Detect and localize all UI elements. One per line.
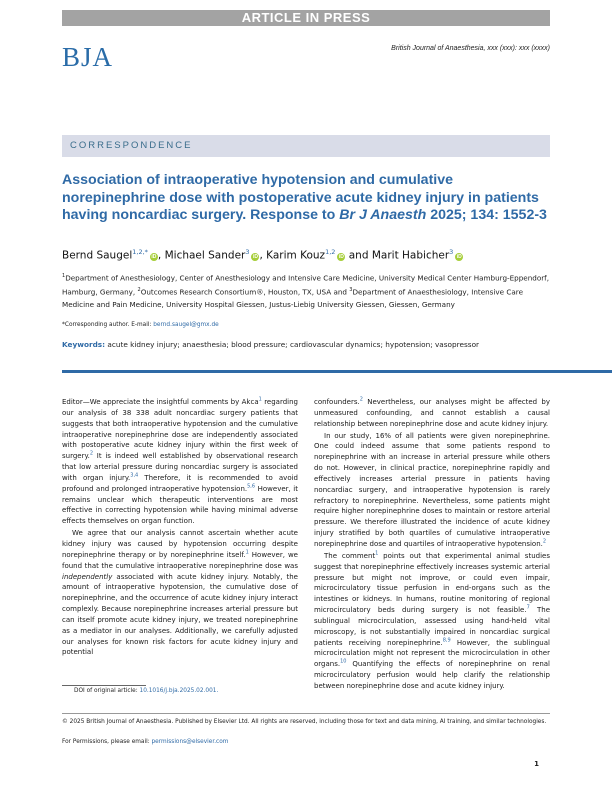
title-journal: Br J Anaesth	[339, 207, 427, 223]
text: regarding our analysis of 38 338 adult noncardiac surgery patients that suggests that both intraoperative hypotension and the cumulative intraoperative norepinephrine dose are independently associated with postoperative acute kidney injury within the first week of surgery.	[62, 398, 298, 461]
text: associated with acute kidney injury. Notably, the amount of intraoperative hypotension, the cumulative dose of norepinephrine, and the occurrence of acute kidney injury interact complexly. Because norepinephrine increases arterial pressure but can itself promote acute kidney injury, we treated norepinephrine as a mediator in our analyses. Additionally, we carefully adjusted our analyses for known risk factors for acute kidney injury and potential	[62, 572, 298, 657]
doi-footnote	[74, 688, 218, 694]
author-affiliation-ref[interactable]: 1,2,*	[132, 248, 148, 256]
affiliation-number: 3	[349, 287, 353, 294]
affiliation-number: 2	[137, 287, 141, 294]
affiliation-text: Outcomes Research Consortium®, Houston, TX, USA and	[140, 287, 350, 297]
keywords-text: acute kidney injury; anaesthesia; blood pressure; cardiovascular dynamics; hypotension; vasopressor	[105, 340, 480, 349]
title-main: Association of intraoperative hypotension and cumulative norepinephrine dose with postoperative acute kidney injury in patients having noncardiac surgery. Response to	[62, 172, 539, 223]
reference-link[interactable]: 1	[375, 550, 379, 557]
section-label: CORRESPONDENCE	[70, 140, 193, 151]
reference-link[interactable]: 3,4	[130, 472, 139, 479]
text: It is indeed well established by observational research that low arterial pressure during noncardiac surgery is associated with organ injury.	[62, 452, 298, 482]
doi-label: DOI of original article:	[74, 688, 140, 694]
author-separator: and	[345, 249, 372, 262]
keywords-label: Keywords:	[62, 340, 106, 349]
permissions-label: For Permissions, please email:	[62, 739, 152, 745]
text: In our study, 16% of all patients were given norepinephrine. One could indeed assume that some patients respond to norepinephrine with an increase in arterial pressure while others do not. However, in clinical practice, norepinephrine rapidly and effectively increases arterial pressure in patients having noncardiac surgery, and intraoperative hypotension is rarely refractory to norepinephrine. Nevertheless, some patients might require higher norepinephrine doses to maintain or restore arterial pressure. We therefore illustrated the incidence of acute kidney injury stratified by both quartiles of cumulative intraoperative norepinephrine dose and quartiles of intraoperative hypotension.	[314, 431, 550, 548]
text: Therefore, it is recommended to avoid profound and prolonged intraoperative hypotension.	[62, 473, 298, 493]
journal-reference: British Journal of Anaesthesia, xxx (xxx): xxx (xxxx)	[391, 45, 550, 52]
reference-link[interactable]: 1	[245, 549, 249, 556]
text: The comment	[324, 551, 376, 560]
body-column-right	[314, 397, 550, 693]
article-in-press-banner: ARTICLE IN PRESS	[62, 10, 550, 26]
orcid-icon[interactable]: iD	[338, 253, 344, 260]
text: However, the sublingual microcirculation might not represent the microcirculation in other organs.	[314, 638, 550, 669]
author-name[interactable]: Bernd Saugel	[62, 249, 133, 262]
reference-link[interactable]: 7	[526, 604, 530, 611]
orcid-icon[interactable]: iD	[252, 253, 258, 260]
permissions-email-link[interactable]: permissions@elsevier.com	[151, 739, 229, 745]
orcid-icon[interactable]: iD	[151, 253, 157, 260]
text: However, it remains unclear which therapeutic interventions are most effective in correcting hypotension while having minimal adverse effects themselves on organ function.	[62, 484, 298, 526]
header-divider	[62, 370, 612, 373]
text: Nevertheless, our analyses might be affected by unmeasured confounding, and cannot establish a causal relationship between norepinephrine dose and acute kidney injury.	[314, 398, 550, 428]
text: Editor—We appreciate the insightful comments by Akca	[62, 398, 259, 406]
corresponding-email-link[interactable]: bernd.saugel@gmx.de	[153, 322, 219, 328]
author-name[interactable]: Karim Kouz	[266, 249, 326, 262]
reference-link[interactable]: 2	[359, 396, 363, 403]
author-separator: ,	[157, 249, 165, 262]
affiliation-text: Department of Anesthesiology, Center of Anesthesiology and Intensive Care Medicine, University Medical Center Hamburg-Eppendorf, Hamburg, Germany,	[62, 273, 549, 297]
journal-logo: BJA	[62, 42, 114, 72]
affiliation-text: Department of Anaesthesiology, Intensive Care Medicine and Pain Medicine, University Hospital Giessen, Justus-Liebig University Giessen, Giessen, Germany	[62, 287, 524, 309]
author-name[interactable]: Michael Sander	[164, 249, 246, 262]
author-separator: ,	[259, 249, 267, 262]
paragraph	[62, 397, 298, 527]
text: The sublingual microcirculation, assessed using hand-held vital microscopy, is not substantially impaired in noncardiac surgical patients receiving norepinephrine.	[314, 606, 551, 647]
orcid-icon[interactable]: iD	[456, 253, 462, 260]
emphasis: independently	[62, 572, 113, 581]
footnote-rule	[62, 685, 146, 686]
affiliations	[62, 270, 552, 311]
copyright-notice: © 2025 British Journal of Anaesthesia. Published by Elsevier Ltd. All rights are reserved, including those for text and data mining, AI training, and similar technologies.	[62, 719, 547, 725]
text: Quantifying the effects of norepinephrine on renal microcirculatory perfusion would help clarify the relationship between norepinephrine dose and acute kidney injury.	[314, 660, 550, 690]
paragraph	[314, 431, 550, 550]
author-list	[62, 248, 550, 262]
text: points out that experimental animal studies suggest that norepinephrine effectively increases systemic arterial pressure but might not improve, or could even impair, microcirculatory tissue perfusion in end-organs such as the intestines or kidneys. In humans, routine monitoring of regional microcirculatory beds during surgery is not feasible.	[314, 551, 550, 615]
reference-link[interactable]: 8,9	[442, 637, 451, 644]
footer-rule	[62, 713, 550, 714]
author-affiliation-ref[interactable]: 3	[245, 248, 250, 256]
doi-link[interactable]: 10.1016/j.bja.2025.02.001.	[139, 688, 219, 694]
paragraph	[62, 528, 298, 658]
reference-link[interactable]: 2	[542, 538, 547, 545]
reference-link[interactable]: 10	[340, 658, 347, 665]
corresponding-label: *Corresponding author. E-mail:	[62, 322, 154, 328]
reference-link[interactable]: 1	[258, 396, 262, 403]
page-number: 1	[534, 760, 539, 768]
affiliation-number: 1	[62, 273, 66, 279]
section-header	[62, 135, 550, 157]
text: We agree that our analysis cannot ascertain whether acute kidney injury was caused by hypotension occurring despite norepinephrine therapy or by norepinephrine itself.	[62, 529, 298, 559]
text: However, we found that the cumulative intraoperative norepinephrine dose was	[62, 550, 298, 570]
paragraph	[314, 397, 550, 430]
keywords	[62, 340, 479, 349]
permissions-notice	[62, 739, 228, 745]
reference-link[interactable]: 5,6	[247, 483, 256, 490]
corresponding-author	[62, 322, 219, 328]
text: confounders.	[314, 398, 360, 406]
body-column-left	[62, 397, 298, 659]
author-name[interactable]: Marit Habicher	[371, 249, 450, 262]
reference-link[interactable]: 2	[89, 450, 94, 457]
article-title	[62, 172, 550, 225]
author-affiliation-ref[interactable]: 3	[449, 248, 454, 256]
title-citation: 2025; 134: 1552-3	[426, 207, 547, 223]
paragraph	[314, 551, 550, 692]
author-affiliation-ref[interactable]: 1,2	[325, 248, 336, 256]
